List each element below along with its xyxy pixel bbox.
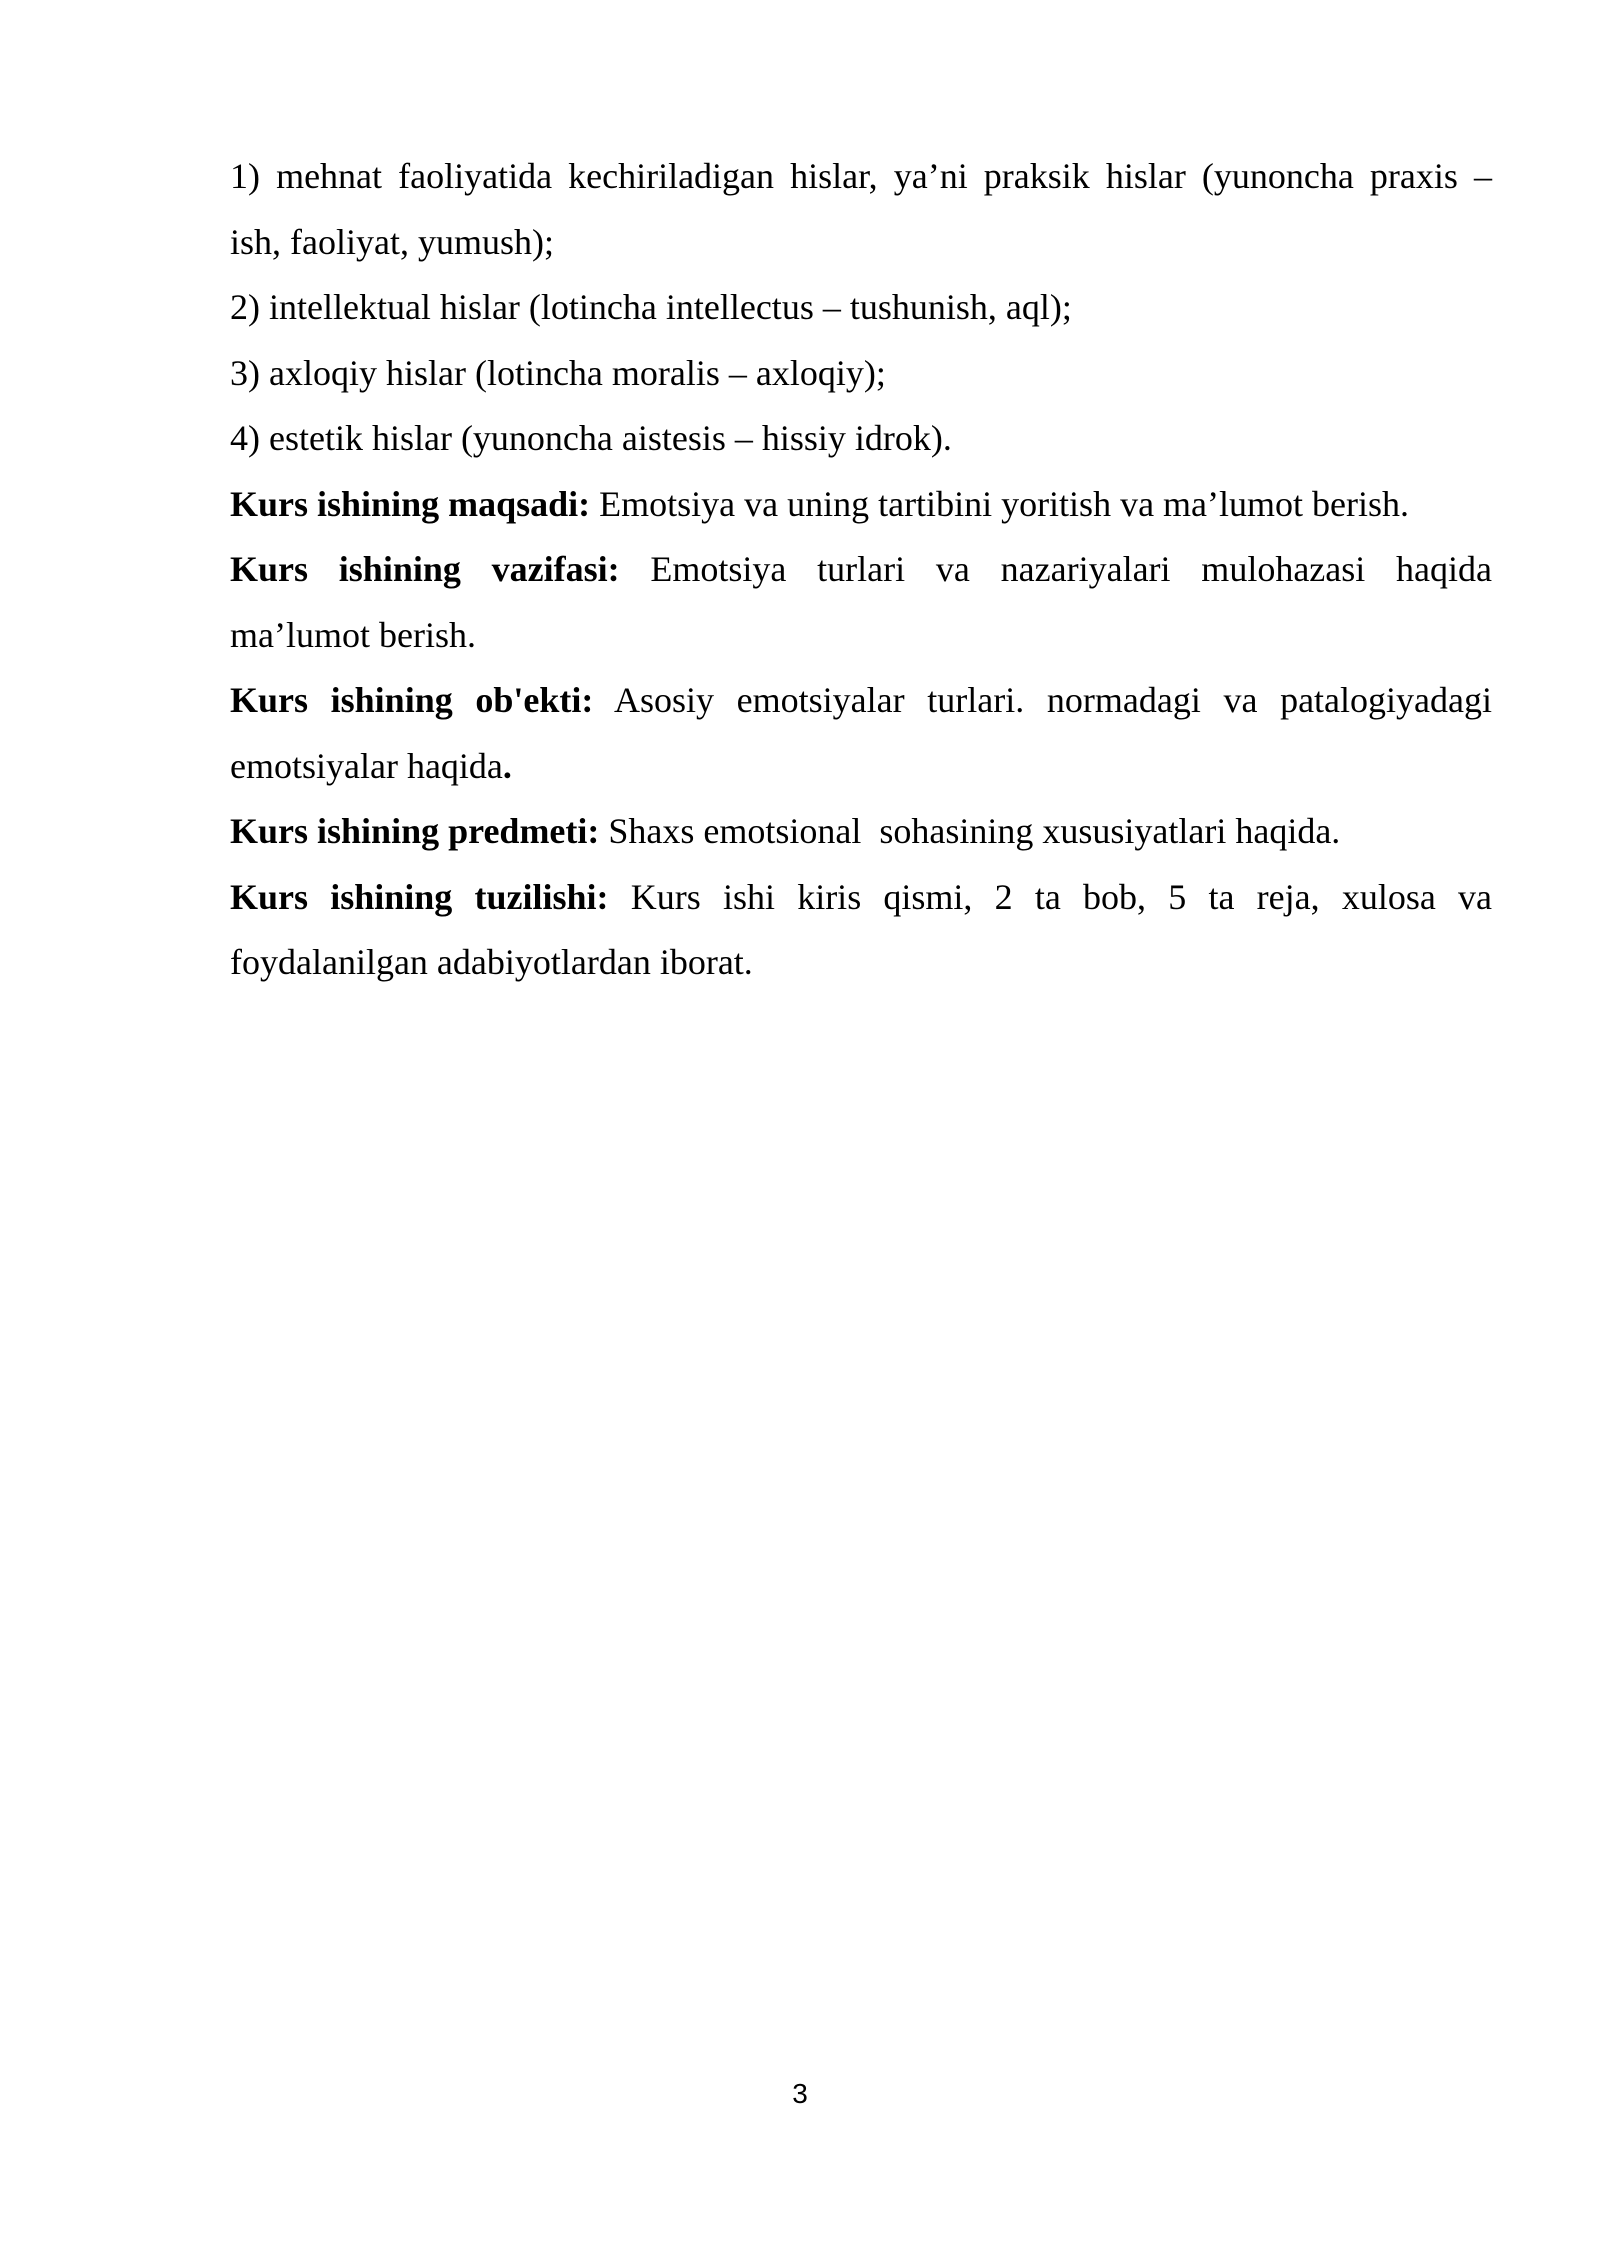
section-maqsadi-text: Emotsiya va uning tartibini yoritish va ma’lumot berish. [590,483,1410,524]
list-item-1-line-1: 1) mehnat faoliyatida kechiriladigan hislar, ya’ni praksik hislar (yunoncha praxis – [230,156,1492,196]
section-obekti-line-2 [230,734,1492,800]
section-predmeti [230,799,1492,865]
section-obekti-text: Asosiy emotsiyalar turlari. normadagi va patalogiyadagi [593,680,1492,720]
section-vazifasi-line-1 [230,537,1492,603]
section-predmeti-text: Shaxs emotsional sohasining xususiyatlari haqida. [599,811,1341,851]
list-item-4: 4) estetik hislar (yunoncha aistesis – hissiy idrok). [230,418,952,458]
section-predmeti-label: Kurs ishining predmeti: [230,811,600,851]
list-item-3: 3) axloqiy hislar (lotincha moralis – axloqiy); [230,352,886,393]
section-obekti-label: Kurs ishining ob'ekti: [230,680,594,720]
section-maqsadi [230,472,1492,538]
list-item-2: 2) intellektual hislar (lotincha intellectus – tushunish, aql); [230,287,1072,327]
section-tuzilishi-line-2: foydalanilgan adabiyotlardan iborat. [230,942,753,982]
page-number: 3 [792,2078,808,2109]
section-tuzilishi-text: Kurs ishi kiris qismi, 2 ta bob, 5 ta reja, xulosa va [608,876,1493,917]
section-tuzilishi-line-1 [230,865,1492,931]
section-tuzilishi-label: Kurs ishining tuzilishi: [230,876,609,917]
section-obekti-text-2: emotsiyalar haqida [230,745,503,786]
section-obekti-end-mark: . [502,745,512,786]
section-maqsadi-label: Kurs ishining maqsadi: [230,483,591,524]
section-vazifasi-label: Kurs ishining vazifasi: [230,549,620,589]
section-vazifasi-line-2: ma’lumot berish. [230,614,476,655]
section-vazifasi-text: Emotsiya turlari va nazariyalari mulohazasi haqida [619,549,1492,589]
list-item-1-line-2: ish, faoliyat, yumush); [230,221,554,262]
page-body [230,144,1492,996]
section-obekti-line-1 [230,668,1492,734]
